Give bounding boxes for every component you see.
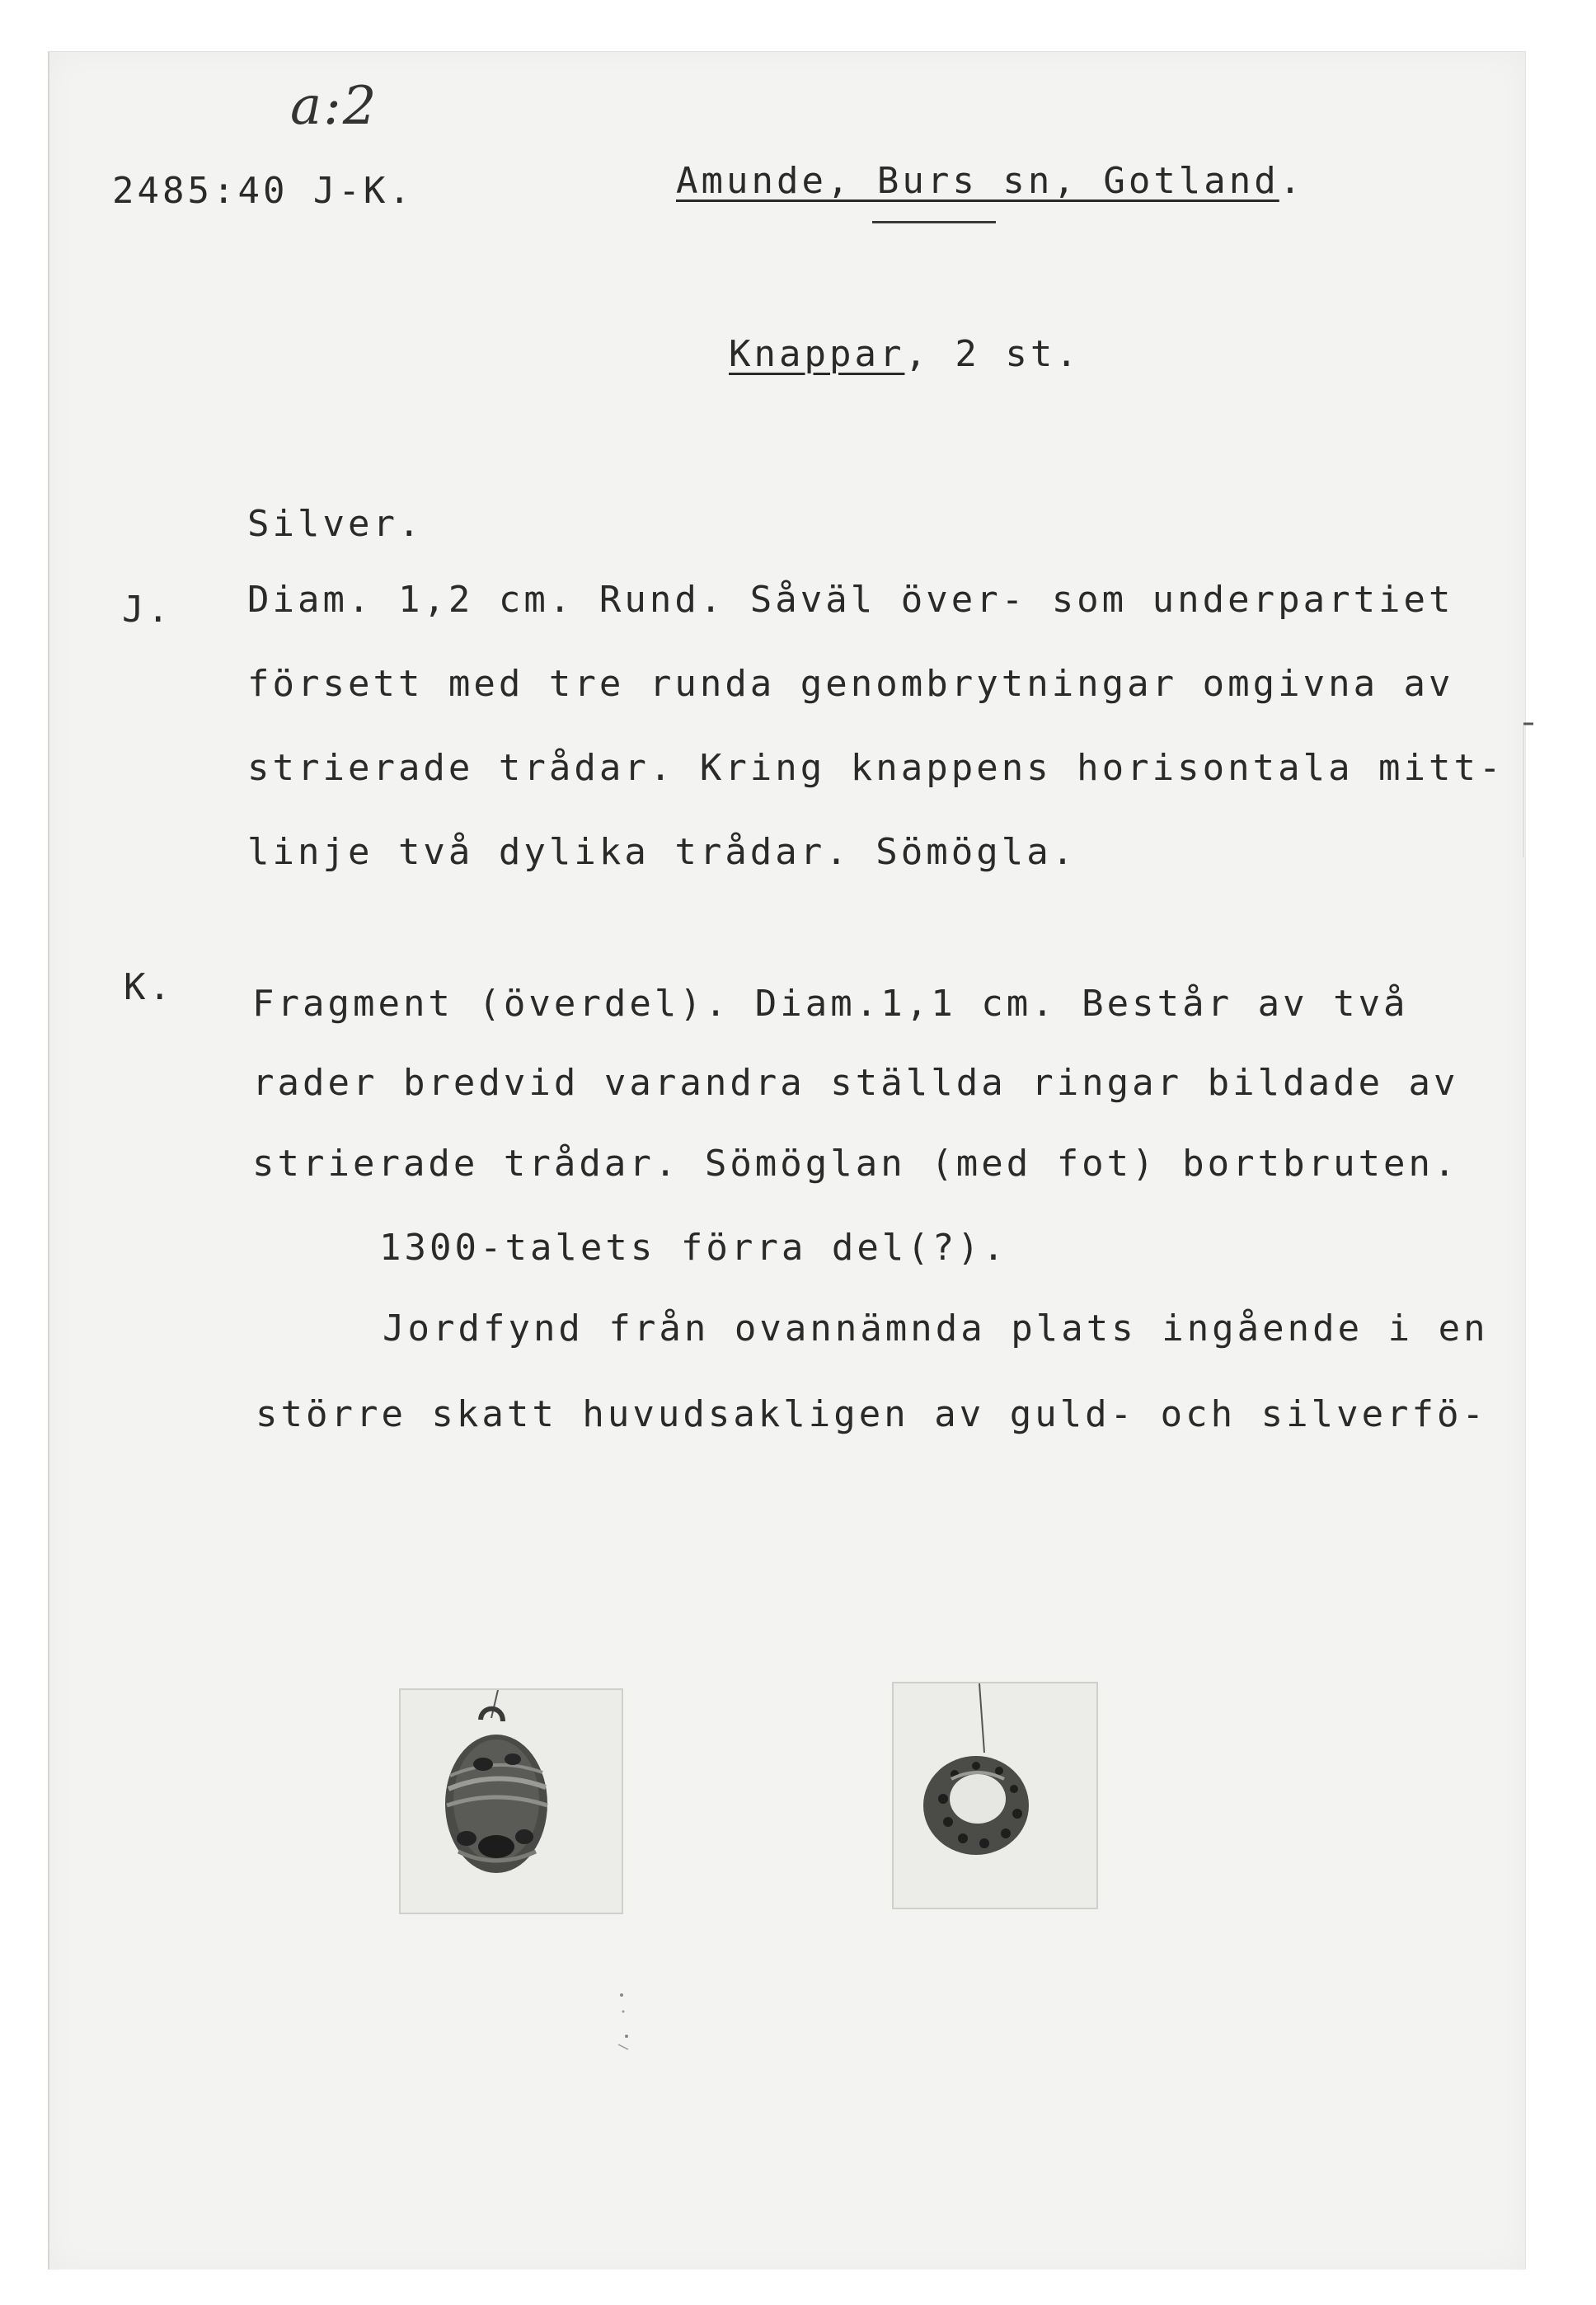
find-location [676, 160, 1305, 202]
find-context-line-2: större skatt huvudsakligen av guld- och silverfö- [256, 1393, 1488, 1435]
entry-label-k: K. [124, 966, 174, 1008]
catalog-number: 2485:40 J-K. [112, 170, 414, 212]
button-j-photo [399, 1688, 623, 1914]
button-k-image [894, 1683, 1096, 1908]
material: Silver. [247, 503, 424, 545]
button-j-image [401, 1690, 622, 1913]
entry-k-line-1: Fragment (överdel). Diam.1,1 cm. Består av två [252, 983, 1409, 1025]
find-context-line-1: Jordfynd från ovannämnda plats ingående i en [383, 1307, 1489, 1350]
object-title: Knappar [729, 333, 905, 375]
underline-mark [872, 221, 996, 223]
find-location-text: Amunde, Burs sn, Gotland [676, 160, 1279, 202]
entry-j-line-2: försett med tre runda genombrytningar omgivna av [247, 663, 1454, 705]
entry-k-line-2: rader bredvid varandra ställda ringar bildade av [252, 1062, 1459, 1104]
find-location-period: . [1279, 160, 1305, 202]
entry-j-line-3: strierade trådar. Kring knappens horisontala mitt- [247, 747, 1504, 789]
entry-j-line-4: linje två dylika trådar. Sömögla. [247, 831, 1077, 873]
entry-k-line-3: strierade trådar. Sömöglan (med fot) bortbruten. [252, 1143, 1459, 1185]
object-count: , 2 st. [904, 333, 1081, 375]
handwritten-code: a:2 [290, 76, 378, 137]
object-heading [729, 333, 1081, 375]
entry-label-j: J. [122, 589, 172, 631]
button-k-photo [892, 1682, 1098, 1909]
entry-j-line-1: Diam. 1,2 cm. Rund. Såväl över- som underpartiet [247, 579, 1454, 621]
dating: 1300-talets förra del(?). [379, 1227, 1008, 1269]
